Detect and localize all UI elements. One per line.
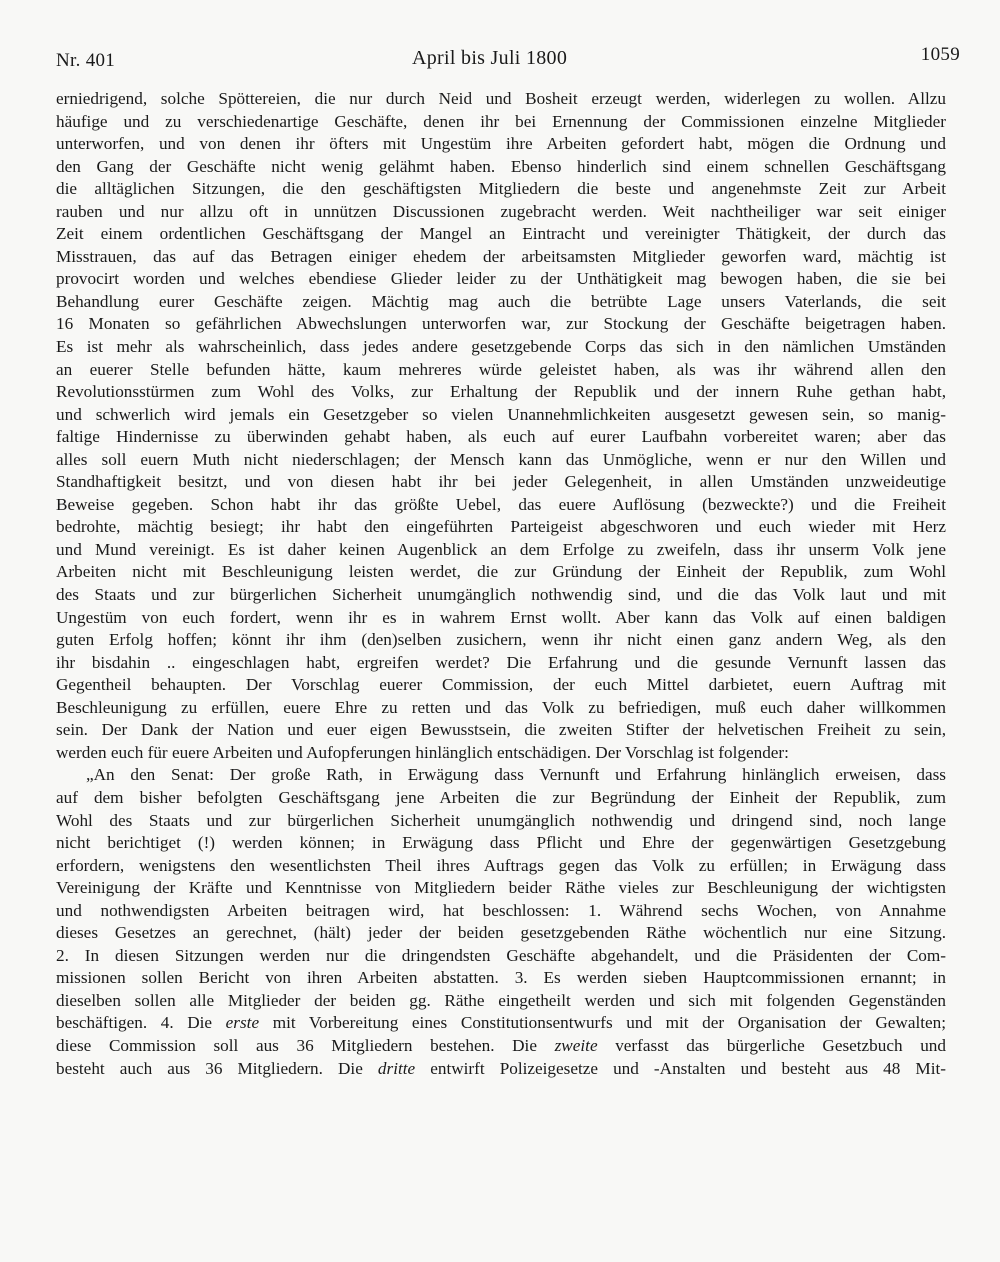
- text-line: faltige Hindernisse zu überwinden gehabt haben, als euch auf eurer Laufbahn vorbereitet waren; aber das: [56, 427, 946, 447]
- italic-word: erste: [225, 1013, 260, 1033]
- text-line: guten Erfolg hoffen; könnt ihr ihm (den)selben zusichern, wenn ihr nicht einen ganz andern Weg, als den: [56, 630, 946, 650]
- text-line: [56, 1035, 946, 1058]
- text-line: dieses Gesetzes an gerechnet, (hält) jeder der beiden gesetzgebenden Räthe wöchentlich nur eine Sitzung.: [56, 923, 946, 943]
- text-line: „An den Senat: Der große Rath, in Erwägung dass Vernunft und Erfahrung hinlänglich erweisen, dass: [86, 765, 946, 785]
- page-number: 1059: [920, 44, 960, 65]
- text-line: und nothwendigsten Arbeiten beitragen wird, hat beschlossen: 1. Während sechs Wochen, von Annahme: [56, 900, 946, 920]
- text-line: missionen sollen Bericht von ihren Arbeiten abstatten. 3. Es werden sieben Hauptcommissionen ernannt; in: [56, 968, 946, 988]
- text-line: auf dem bisher befolgten Geschäftsgang jene Arbeiten die zur Begründung der Einheit der Republik, zum: [56, 787, 946, 807]
- line-segment: beschäftigen. 4. Die: [56, 1013, 226, 1033]
- text-line: Ungestüm von euch fordert, wenn ihr es in wahrem Ernst wollt. Aber kann das Volk auf einen baldigen: [56, 607, 946, 627]
- text-line: Gegentheil behaupten. Der Vorschlag euerer Commission, der euch Mittel darbietet, euern Auftrag mit: [56, 675, 946, 695]
- text-line: Zeit einem ordentlichen Geschäftsgang der Mangel an Eintracht und vereinigter Thätigkeit, der durch das: [56, 224, 946, 244]
- line-segment: mit Vorbereitung eines Constitutionsentwurfs und mit der Organisation der Gewalten;: [259, 1013, 946, 1033]
- line-segment: diese Commission soll aus 36 Mitgliedern bestehen. Die: [56, 1035, 555, 1055]
- text-line: alles soll euern Muth nicht niederschlagen; der Mensch kann das Unmögliche, wenn er nur den Willen und: [56, 449, 946, 469]
- text-line: erfordern, wenigstens den wesentlichsten Theil ihres Auftrags gegen das Volk zu erfüllen; in Erwägung dass: [56, 855, 946, 875]
- text-line: den Gang der Geschäfte nicht wenig gelähmt haben. Ebenso hinderlich sind einem schnellen Geschäftsgang: [56, 156, 946, 176]
- text-line: Vereinigung der Kräfte und Kenntnisse von Mitgliedern beider Räthe vieles zur Beschleunigung der wichtigsten: [56, 878, 946, 898]
- line-segment: verfasst das bürgerliche Gesetzbuch und: [597, 1035, 946, 1055]
- text-line: die alltäglichen Sitzungen, die den geschäftigsten Mitgliedern die beste und angenehmste Zeit zur Arbeit: [56, 179, 946, 199]
- text-line: und schwerlich wird jemals ein Gesetzgeber so vielen Unannehmlichkeiten ausgesetzt gewesen sein, so manig-: [56, 404, 946, 424]
- text-line: bedrohte, mächtig besiegt; ihr habt den eingeführten Parteigeist abgeschworen und euch wieder mit Herz: [56, 517, 946, 537]
- text-line: Behandlung eurer Geschäfte zeigen. Mächtig mag auch die betrübte Lage unsers Vaterlands, die seit: [56, 291, 946, 311]
- text-line: Beweise gegeben. Schon habt ihr das größte Uebel, das euere Auflösung (bezweckte?) und die Freiheit: [56, 494, 946, 514]
- text-line: Misstrauen, das auf das Betragen einiger ehedem der arbeitsamsten Mitglieder geworfen ward, mächtig ist: [56, 246, 946, 266]
- text-line: sein. Der Dank der Nation und euer eigen Bewusstsein, die zweiten Stifter der helvetischen Freiheit zu sein,: [56, 720, 946, 740]
- document-number: Nr. 401: [56, 50, 116, 71]
- text-line: Beschleunigung zu erfüllen, euere Ehre zu retten und das Volk zu befriedigen, muß euch daher willkommen: [56, 697, 946, 717]
- text-line: Arbeiten nicht mit Beschleunigung leisten werdet, die zur Gründung der Einheit der Republik, zum Wohl: [56, 562, 946, 582]
- line-segment: entwirft Polizeigesetze und -Anstalten und besteht aus 48 Mit-: [415, 1058, 946, 1078]
- text-line: provocirt worden und welches ebendiese Glieder leider zu der Unthätigkeit mag bewogen haben, die sie bei: [56, 269, 946, 289]
- text-line: Revolutionsstürmen zum Wohl des Volks, zur Erhaltung der Republik und der innern Ruhe gethan habt,: [56, 382, 946, 402]
- italic-word: zweite: [554, 1035, 598, 1055]
- text-line: häufige und zu verschiedenartige Geschäfte, denen ihr bei Ernennung der Commissionen einzelne Mitglieder: [56, 111, 946, 131]
- italic-word: dritte: [377, 1058, 416, 1078]
- running-title: April bis Juli 1800: [412, 47, 568, 69]
- line-segment: besteht auch aus 36 Mitgliedern. Die: [56, 1058, 378, 1078]
- text-line: 16 Monaten so gefährlichen Abwechslungen unterworfen war, zur Stockung der Geschäfte beigetragen haben.: [56, 314, 946, 334]
- text-line: [56, 1058, 946, 1081]
- text-line: werden euch für euere Arbeiten und Aufopferungen hinlänglich entschädigen. Der Vorschlag ist folgender:: [56, 742, 789, 762]
- text-line: Es ist mehr als wahrscheinlich, dass jedes andere gesetzgebende Corps das sich in den nämlichen Umständen: [56, 337, 946, 357]
- text-line: unterworfen, und von denen ihr öfters mit Ungestüm ihre Arbeiten gefordert habt, mögen die Ordnung und: [56, 134, 946, 154]
- text-line: rauben und nur allzu oft in unnützen Discussionen zugebracht werden. Weit nachtheiliger war seit einiger: [56, 201, 946, 221]
- text-line: nicht berichtiget (!) werden können; in Erwägung dass Pflicht und Ehre der gegenwärtigen Gesetzgebung: [56, 833, 946, 853]
- text-line: Standhaftigkeit besitzt, und von diesen habt ihr bei jeder Gelegenheit, in allen Umständen unzweideutige: [56, 472, 946, 492]
- text-line: und Mund vereinigt. Es ist daher keinen Augenblick an dem Erfolge zu zweifeln, dass ihr unserm Volk jene: [56, 539, 946, 559]
- text-line: 2. In diesen Sitzungen werden nur die dringendsten Geschäfte abgehandelt, und die Präsidenten der Com-: [56, 945, 946, 965]
- text-line: [56, 1012, 946, 1035]
- page-header: [56, 44, 960, 74]
- text-line: dieselben sollen alle Mitglieder der beiden gg. Räthe eingetheilt werden und sich mit folgenden Gegenständen: [56, 990, 946, 1010]
- text-line: des Staats und zur bürgerlichen Sicherheit unumgänglich nothwendig sind, und die das Volk laut und mit: [56, 585, 946, 605]
- text-line: an euerer Stelle befunden hätte, kaum mehreres würde geleistet haben, als was ihr während allen den: [56, 359, 946, 379]
- text-line: Wohl des Staats und zur bürgerlichen Sicherheit unumgänglich nothwendig und dringend sind, noch lange: [56, 810, 946, 830]
- text-line: erniedrigend, solche Spöttereien, die nur durch Neid und Bosheit erzeugt werden, widerlegen zu wollen. Allzu: [56, 89, 946, 108]
- body-text: [56, 88, 946, 1080]
- text-line: ihr bisdahin .. eingeschlagen habt, ergreifen werdet? Die Erfahrung und die gesunde Vernunft lassen das: [56, 652, 946, 672]
